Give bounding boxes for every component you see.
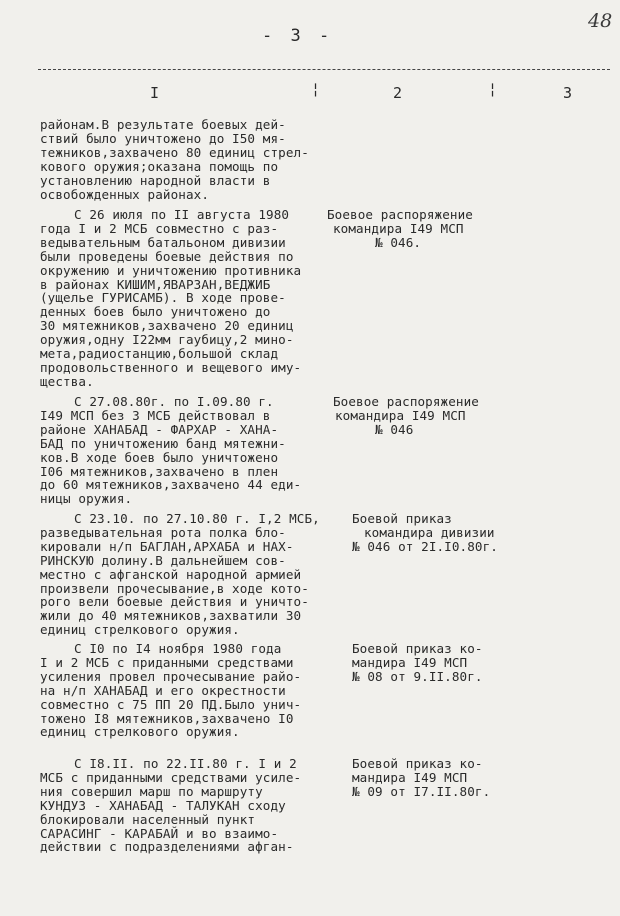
text-line: освобожденных районах. (40, 186, 210, 202)
reference-line: № 09 от I7.II.80г. (352, 783, 491, 799)
text-line: действии с подразделениями афган- (40, 839, 294, 855)
text-line: С I0 по I4 ноября 1980 года (74, 641, 282, 656)
text-line: БАД по уничтожению банд мятежни- (40, 435, 286, 451)
reference-line: мандира I49 МСП (352, 654, 468, 670)
entry-text (40, 757, 340, 854)
entry-text (40, 118, 340, 201)
text-line: кировали н/п БАГЛАН,АРХАБА и НАХ- (40, 538, 294, 554)
text-line: мета,радиостанцию,большой склад (40, 346, 279, 362)
reference-line: Боевое распоряжение (327, 207, 473, 222)
text-line: С 26 июля по II августа 1980 (74, 207, 290, 222)
reference-line: № 08 от 9.II.80г. (352, 668, 483, 684)
entry-text (40, 208, 340, 389)
entry-reference (352, 512, 498, 554)
entry-reference (352, 757, 490, 799)
reference-line: Боевой приказ ко- (352, 756, 483, 771)
reference-line: мандира I49 МСП (352, 769, 468, 785)
text-line: единиц стрелкового оружия. (40, 724, 240, 740)
column-separator: ¦ (488, 80, 498, 98)
text-line: (ущелье ГУРИСАМБ). В ходе прове- (40, 290, 286, 306)
reference-line: Боевой приказ ко- (352, 641, 483, 656)
text-line: продовольственного и вещевого иму- (40, 359, 302, 375)
text-line: 30 мятежников,захвачено 20 единиц (40, 318, 294, 334)
text-line: тожено I8 мятежников,захвачено I0 (40, 710, 294, 726)
handwritten-page-number: 48 (588, 10, 613, 32)
text-line: установлению народной власти в (40, 172, 271, 188)
text-line: произвели прочесывание,в ходе кото- (40, 580, 309, 596)
entry-text (40, 512, 340, 637)
text-line: КУНДУЗ - ХАНАБАД - ТАЛУКАН сходу (40, 797, 286, 813)
text-line: на н/п ХАНАБАД и его окрестности (40, 682, 286, 698)
text-line: единиц стрелкового оружия. (40, 622, 240, 638)
text-line: ков.В ходе боев было уничтожено (40, 449, 279, 465)
text-line: I и 2 МСБ с приданными средствами (40, 654, 294, 670)
reference-line: № 046. (375, 234, 422, 250)
text-line: С 23.10. по 27.10.80 г. I,2 МСБ, (74, 511, 320, 526)
column-header-2: 2 (393, 84, 403, 102)
text-line: совместно с 75 ПП 20 ПД.Было унич- (40, 696, 302, 712)
text-line: усиления провел прочесывание райо- (40, 668, 302, 684)
text-line: ницы оружия. (40, 491, 133, 507)
column-header-1: I (150, 84, 160, 102)
text-line: жили до 40 мятежников,захватили 30 (40, 608, 302, 624)
text-line: ствий было уничтожено до I50 мя- (40, 130, 286, 146)
text-line: года I и 2 МСБ совместно с раз- (40, 220, 279, 236)
text-line: местно с афганской народной армией (40, 566, 302, 582)
reference-line: № 046 (375, 421, 414, 437)
text-line: ния совершил марш по маршруту (40, 783, 263, 799)
text-line: ведывательным батальоном дивизии (40, 234, 286, 250)
header-rule (38, 69, 610, 70)
text-line: рого вели боевые действия и уничто- (40, 594, 309, 610)
text-line: разведывательная рота полка бло- (40, 524, 286, 540)
page-number: - 3 - (262, 26, 334, 46)
column-separator: ¦ (311, 80, 321, 98)
reference-line: № 046 от 2I.I0.80г. (352, 538, 498, 554)
entry-reference (352, 642, 483, 684)
text-line: I49 МСП без 3 МСБ действовал в (40, 407, 271, 423)
text-line: в районах КИШИМ,ЯВАРЗАН,ВЕДЖИБ (40, 276, 271, 292)
text-line: С 27.08.80г. по I.09.80 г. (74, 394, 274, 409)
reference-line: командира I49 МСП (333, 220, 464, 236)
text-line: до 60 мятежников,захвачено 44 еди- (40, 477, 302, 493)
text-line: I06 мятежников,захвачено в плен (40, 463, 279, 479)
text-line: были проведены боевые действия по (40, 248, 294, 264)
entry-reference (327, 208, 473, 250)
text-line: щества. (40, 373, 94, 389)
text-line: САРАСИНГ - КАРАБАЙ и во взаимо- (40, 825, 279, 841)
text-line: кового оружия;оказана помощь по (40, 158, 279, 174)
entry-text (40, 642, 340, 739)
text-line: районам.В результате боевых дей- (40, 117, 286, 132)
reference-line: командира I49 МСП (335, 407, 466, 423)
reference-line: Боевое распоряжение (333, 394, 479, 409)
text-line: окружению и уничтожению противника (40, 262, 302, 278)
text-line: тежников,захвачено 80 единиц стрел- (40, 144, 309, 160)
text-line: МСБ с приданными средствами усиле- (40, 769, 302, 785)
text-line: блокировали населенный пункт (40, 811, 256, 827)
text-line: РИНСКУЮ долину.В дальнейшем сов- (40, 552, 286, 568)
reference-line: Боевой приказ (352, 511, 452, 526)
entry-reference (333, 395, 479, 437)
column-header-3: 3 (563, 84, 573, 102)
text-line: районе ХАНАБАД - ФАРХАР - ХАНА- (40, 421, 279, 437)
text-line: оружия,одну I22мм гаубицу,2 мино- (40, 332, 294, 348)
entry-text (40, 395, 340, 506)
text-line: С I8.II. по 22.II.80 г. I и 2 (74, 756, 297, 771)
text-line: денных боев было уничтожено до (40, 304, 271, 320)
reference-line: командира дивизии (364, 524, 495, 540)
